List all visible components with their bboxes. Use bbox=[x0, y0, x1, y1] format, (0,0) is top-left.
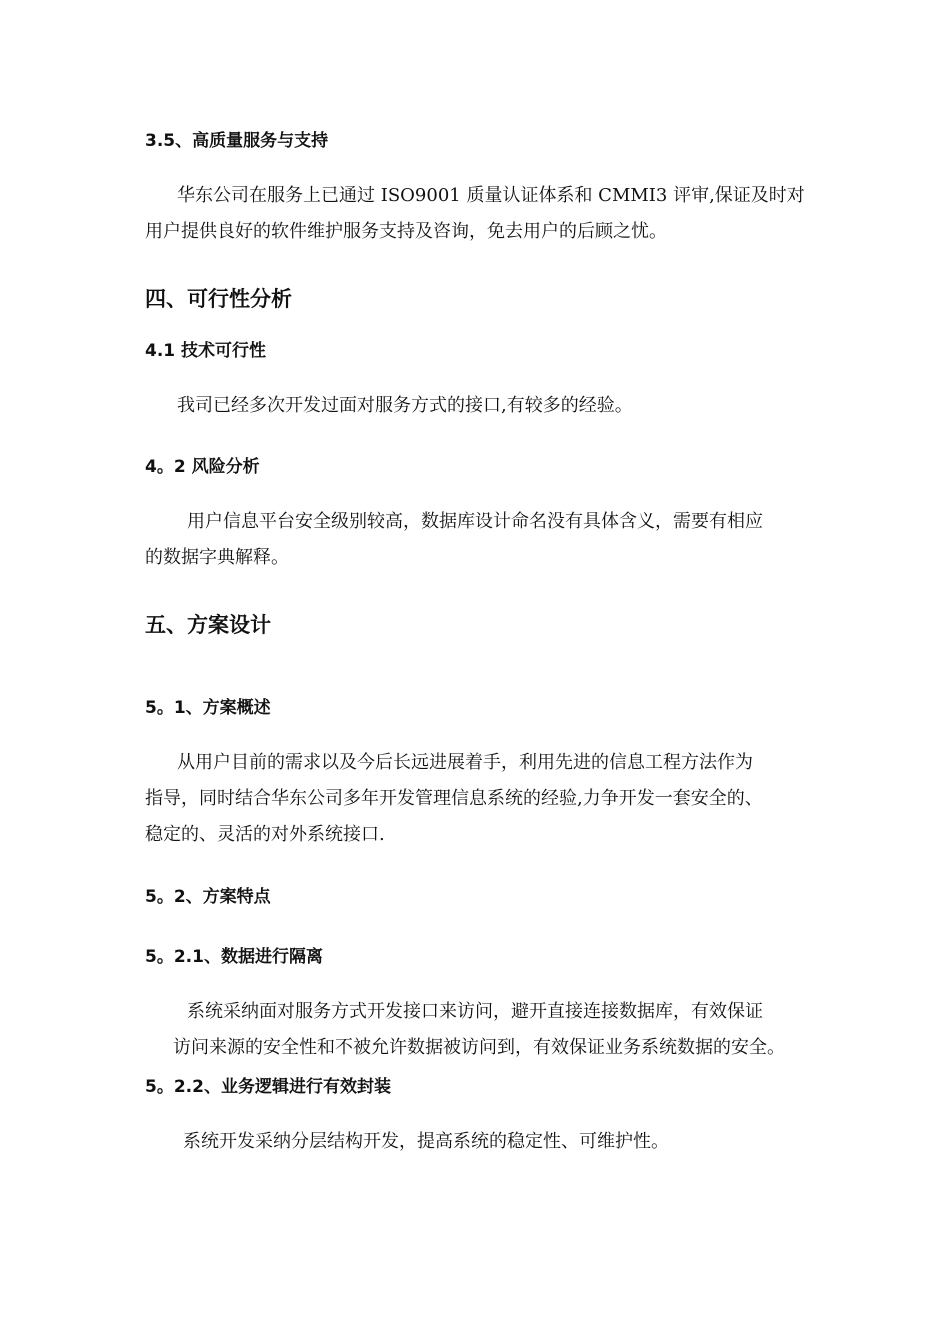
heading-4-2: 4。2 风险分析 bbox=[145, 457, 260, 477]
paragraph-line: 用户提供良好的软件维护服务支持及咨询，免去用户的后顾之忧。 bbox=[145, 221, 667, 242]
paragraph-line: 从用户目前的需求以及今后长远进展着手，利用先进的信息工程方法作为 bbox=[177, 752, 753, 773]
paragraph-5-2-1 bbox=[145, 994, 785, 1066]
paragraph-line: 系统开发采纳分层结构开发，提高系统的稳定性、可维护性。 bbox=[183, 1131, 669, 1152]
heading-4-1: 4.1 技术可行性 bbox=[145, 341, 267, 361]
paragraph-3-5 bbox=[145, 178, 805, 250]
heading-5-1: 5。1、方案概述 bbox=[145, 698, 271, 718]
paragraph-line: 访问来源的安全性和不被允许数据被访问到，有效保证业务系统数据的安全。 bbox=[173, 1037, 785, 1058]
paragraph-line: 的数据字典解释。 bbox=[145, 547, 289, 568]
paragraph-line: 华东公司在服务上已通过 ISO9001 质量认证体系和 CMMI3 评审,保证及时对 bbox=[177, 185, 805, 206]
heading-3-5: 3.5、高质量服务与支持 bbox=[145, 131, 329, 151]
paragraph-5-1 bbox=[145, 745, 763, 853]
paragraph-line: 我司已经多次开发过面对服务方式的接口,有较多的经验。 bbox=[177, 395, 633, 416]
paragraph-line: 稳定的、灵活的对外系统接口. bbox=[145, 824, 385, 845]
heading-5-2: 5。2、方案特点 bbox=[145, 887, 271, 907]
heading-5-2-1: 5。2.1、数据进行隔离 bbox=[145, 947, 323, 967]
paragraph-5-2-2 bbox=[145, 1124, 669, 1160]
paragraph-line: 系统采纳面对服务方式开发接口来访问，避开直接连接数据库，有效保证 bbox=[187, 1001, 763, 1022]
paragraph-line: 指导，同时结合华东公司多年开发管理信息系统的经验,力争开发一套安全的、 bbox=[145, 788, 763, 809]
heading-5-2-2: 5。2.2、业务逻辑进行有效封装 bbox=[145, 1077, 391, 1097]
heading-section-5: 五、方案设计 bbox=[145, 613, 271, 637]
paragraph-line: 用户信息平台安全级别较高，数据库设计命名没有具体含义，需要有相应 bbox=[187, 511, 763, 532]
paragraph-4-1 bbox=[145, 388, 633, 424]
heading-section-4: 四、可行性分析 bbox=[145, 287, 292, 311]
paragraph-4-2 bbox=[145, 504, 763, 576]
